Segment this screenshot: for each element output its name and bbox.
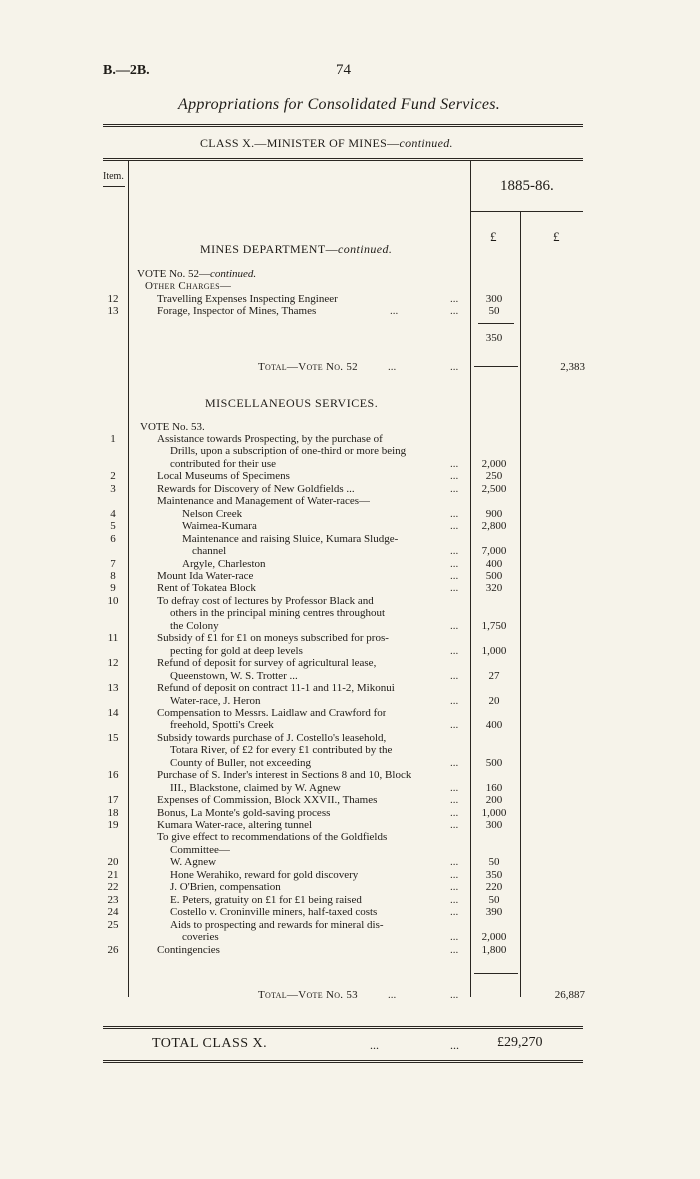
item-description: Waimea-Kumara xyxy=(182,520,257,533)
item-number: 13 xyxy=(107,305,119,317)
vote-53-total-row xyxy=(0,989,700,1001)
item-description: Maintenance and Management of Water-races— xyxy=(157,495,371,508)
item-amount: 2,000 xyxy=(481,931,507,943)
leader-dots: ... xyxy=(450,582,459,595)
item-number: 24 xyxy=(107,906,119,919)
miscellaneous-services-heading: MISCELLANEOUS SERVICES. xyxy=(205,396,379,410)
table-row xyxy=(0,744,700,756)
item-description: Refund of deposit on contract 11-1 and 11-2, Mikonui xyxy=(157,682,395,694)
leader-dots: ... xyxy=(450,482,459,495)
item-description: Compensation to Messrs. Laidlaw and Crawford for xyxy=(157,706,387,719)
item-number: 13 xyxy=(107,682,119,694)
grand-total-rule-top xyxy=(103,1026,583,1027)
table-row xyxy=(0,944,700,956)
mines-heading-text: MINES DEPARTMENT— xyxy=(200,242,338,256)
item-amount: 1,800 xyxy=(481,943,507,956)
item-number: 6 xyxy=(110,532,116,545)
item-description: Nelson Creek xyxy=(182,507,243,520)
table-row xyxy=(0,595,700,607)
leader-dots: ... xyxy=(450,694,459,707)
item-description: Purchase of S. Inder's interest in Sections 8 and 10, Block xyxy=(157,769,412,782)
item-number: 10 xyxy=(107,594,119,607)
vote-53-total-rule xyxy=(474,973,518,974)
leader-dots: ... xyxy=(450,361,459,373)
item-number: 15 xyxy=(107,731,119,744)
item-number: 11 xyxy=(107,632,119,645)
item-description: III., Blackstone, claimed by W. Agnew xyxy=(170,781,341,794)
table-row xyxy=(0,732,700,744)
grand-total-rule-bottom-2 xyxy=(103,1062,583,1063)
class-heading-cont: continued. xyxy=(399,136,453,150)
subtotal-rule xyxy=(478,323,514,324)
grand-total-label: TOTAL CLASS X. xyxy=(152,1036,268,1051)
document-reference: B.—2B. xyxy=(103,63,150,78)
item-description: County of Buller, not exceeding xyxy=(170,756,312,769)
table-row xyxy=(0,293,700,305)
item-amount: 20 xyxy=(488,694,500,707)
item-amount: 1,000 xyxy=(481,806,507,819)
item-description: Subsidy of £1 for £1 on moneys subscribed for pros- xyxy=(157,632,389,645)
table-row xyxy=(0,607,700,619)
table-row xyxy=(0,707,700,719)
item-description: contributed for their use xyxy=(170,457,276,470)
table-row xyxy=(0,794,700,806)
item-amount: 50 xyxy=(488,856,500,869)
item-column-header: Item. xyxy=(103,171,124,182)
item-amount: 320 xyxy=(485,582,503,595)
item-number: 3 xyxy=(110,482,116,495)
item-description: J. O'Brien, compensation xyxy=(170,881,281,894)
item-description: Water-race, J. Heron xyxy=(170,694,261,707)
item-header-underline xyxy=(103,186,125,187)
item-description: Argyle, Charleston xyxy=(182,557,266,570)
vote-52-total-label: Total—Vote No. 52 xyxy=(258,361,358,373)
table-row xyxy=(0,807,700,819)
table-row xyxy=(0,458,700,470)
leader-dots: ... xyxy=(450,819,459,831)
item-number: 22 xyxy=(107,881,119,894)
item-number: 23 xyxy=(107,893,119,906)
item-amount: 900 xyxy=(485,507,503,520)
table-row xyxy=(0,719,700,731)
header-rule-bottom-2 xyxy=(103,160,583,161)
leader-dots: ... xyxy=(450,293,459,305)
table-row xyxy=(0,657,700,669)
leader-dots: ... xyxy=(450,457,459,470)
item-number: 12 xyxy=(107,657,119,670)
item-description: Hone Werahiko, reward for gold discovery xyxy=(170,868,359,881)
leader-dots: ... xyxy=(450,881,459,894)
table-row xyxy=(0,645,700,657)
leader-dots: ... xyxy=(450,756,459,769)
table-row xyxy=(0,782,700,794)
table-row xyxy=(0,831,700,843)
item-number: 20 xyxy=(107,856,119,869)
item-amount: 300 xyxy=(485,293,503,305)
item-description: E. Peters, gratuity on £1 for £1 being raised xyxy=(170,893,362,906)
leader-dots: ... xyxy=(450,719,459,732)
table-row xyxy=(0,819,700,831)
table-row xyxy=(0,881,700,893)
other-charges-label: Other Charges— xyxy=(145,280,232,292)
leader-dots: ... xyxy=(450,669,459,682)
item-number: 2 xyxy=(110,470,116,483)
vote-52-total: 2,383 xyxy=(560,361,585,373)
leader-dots: ... xyxy=(450,305,459,317)
table-row xyxy=(0,670,700,682)
item-description: Aids to prospecting and rewards for mineral dis- xyxy=(170,918,384,931)
header-rule-top xyxy=(103,124,583,125)
class-heading-text: CLASS X.—MINISTER OF MINES— xyxy=(200,136,400,150)
item-description: To defray cost of lectures by Professor Black and xyxy=(157,594,374,607)
vote-52-text: VOTE No. 52— xyxy=(137,268,211,280)
item-number: 17 xyxy=(107,794,119,806)
vote-53-total: 26,887 xyxy=(554,989,585,1001)
leader-dots: ... xyxy=(450,806,459,819)
item-amount: 400 xyxy=(485,719,503,732)
item-description: Rent of Tokatea Block xyxy=(157,582,256,595)
item-description: To give effect to recommendations of the Goldfields xyxy=(157,831,388,844)
vote-52-cont: continued. xyxy=(210,268,257,280)
vote-52-total-row xyxy=(0,361,700,373)
item-number: 18 xyxy=(107,806,119,819)
item-description: freehold, Spotti's Creek xyxy=(170,719,274,732)
item-description: Queenstown, W. S. Trotter ... xyxy=(170,669,298,682)
item-description: Maintenance and raising Sluice, Kumara Sludge- xyxy=(182,532,399,545)
item-number: 1 xyxy=(110,433,116,445)
table-row xyxy=(0,906,700,918)
leader-dots: ... xyxy=(450,619,459,632)
item-description: Bonus, La Monte's gold-saving process xyxy=(157,806,331,819)
item-description: Forage, Inspector of Mines, Thames xyxy=(157,305,317,317)
leader-dots: ... xyxy=(450,893,459,906)
table-row xyxy=(0,508,700,520)
currency-label-total: £ xyxy=(553,229,560,244)
header-rule-top-2 xyxy=(103,126,583,127)
leader-dots: ... xyxy=(390,305,399,317)
item-amount: 1,750 xyxy=(481,619,507,632)
leader-dots: ... xyxy=(450,989,459,1001)
item-amount: 2,000 xyxy=(481,457,507,470)
table-row xyxy=(0,844,700,856)
leader-dots: ... xyxy=(450,557,459,570)
table-row xyxy=(0,620,700,632)
class-heading xyxy=(200,136,453,151)
item-number: 14 xyxy=(107,706,119,719)
item-amount: 250 xyxy=(485,470,503,483)
item-description: Kumara Water-race, altering tunnel xyxy=(157,819,313,831)
item-description: pecting for gold at deep levels xyxy=(170,644,303,657)
vote-52-subtotal-row xyxy=(0,332,700,344)
table-row xyxy=(0,545,700,557)
item-description: channel xyxy=(192,545,227,557)
table-row xyxy=(0,682,700,694)
table-row xyxy=(0,769,700,781)
table-row xyxy=(0,520,700,532)
item-description: coveries xyxy=(182,931,219,943)
leader-dots: ... xyxy=(388,361,397,373)
item-number: 16 xyxy=(107,769,119,782)
leader-dots: ... xyxy=(450,644,459,657)
item-number: 8 xyxy=(110,570,116,582)
item-number: 12 xyxy=(107,293,119,305)
item-number: 26 xyxy=(107,943,119,956)
grand-total-rule-bottom xyxy=(103,1060,583,1061)
item-description: Costello v. Croninville miners, half-taxed costs xyxy=(170,906,378,919)
item-description: Travelling Expenses Inspecting Engineer xyxy=(157,293,338,305)
grand-total-dots-2: ... xyxy=(450,1038,459,1052)
vote-52-heading xyxy=(137,268,256,280)
mines-department-heading xyxy=(200,242,392,257)
item-amount: 400 xyxy=(485,557,503,570)
item-description: Drills, upon a subscription of one-third or more being xyxy=(170,445,407,458)
grand-total-rule-top-2 xyxy=(103,1028,583,1029)
table-row xyxy=(0,757,700,769)
item-amount: 27 xyxy=(488,669,500,682)
item-amount: 350 xyxy=(485,868,503,881)
item-amount: 2,500 xyxy=(481,482,507,495)
leader-dots: ... xyxy=(450,931,459,943)
table-row xyxy=(0,869,700,881)
item-description: Rewards for Discovery of New Goldfields ... xyxy=(157,482,355,495)
table-row xyxy=(0,533,700,545)
item-amount: 50 xyxy=(488,893,500,906)
page-number: 74 xyxy=(336,62,351,78)
leader-dots: ... xyxy=(450,520,459,533)
item-amount: 220 xyxy=(485,881,503,894)
leader-dots: ... xyxy=(450,570,459,582)
table-row xyxy=(0,894,700,906)
table-row xyxy=(0,856,700,868)
item-number: 19 xyxy=(107,819,119,831)
page-title: Appropriations for Consolidated Fund Services. xyxy=(178,96,501,113)
header-rule-bottom xyxy=(103,158,583,159)
leader-dots: ... xyxy=(450,507,459,520)
item-amount: 500 xyxy=(485,756,503,769)
table-row xyxy=(0,558,700,570)
item-description: Committee— xyxy=(170,843,230,856)
leader-dots: ... xyxy=(450,470,459,483)
item-description: Totara River, of £2 for every £1 contributed by the xyxy=(170,744,393,757)
item-description: W. Agnew xyxy=(170,856,217,869)
leader-dots: ... xyxy=(450,545,459,557)
item-amount: 300 xyxy=(485,819,503,831)
item-amount: 500 xyxy=(485,570,503,582)
item-description: Local Museums of Specimens xyxy=(157,470,290,483)
table-row xyxy=(0,305,700,317)
table-row xyxy=(0,632,700,644)
currency-label-amount: £ xyxy=(490,229,497,244)
item-number: 25 xyxy=(107,918,119,931)
grand-total-value: £29,270 xyxy=(497,1035,543,1050)
year-header-underline xyxy=(470,211,583,212)
table-row xyxy=(0,483,700,495)
item-number: 7 xyxy=(110,557,116,570)
leader-dots: ... xyxy=(450,943,459,956)
item-number: 5 xyxy=(110,520,116,533)
item-amount: 50 xyxy=(488,305,500,317)
item-number: 21 xyxy=(107,868,119,881)
item-amount: 200 xyxy=(485,794,503,806)
vote-53-total-label: Total—Vote No. 53 xyxy=(258,989,358,1001)
leader-dots: ... xyxy=(450,906,459,919)
table-row xyxy=(0,931,700,943)
leader-dots: ... xyxy=(450,781,459,794)
item-description: others in the principal mining centres throughout xyxy=(170,607,386,620)
item-description: Mount Ida Water-race xyxy=(157,570,254,582)
table-row xyxy=(0,495,700,507)
leader-dots: ... xyxy=(450,794,459,806)
item-amount: 160 xyxy=(485,781,503,794)
item-number: 9 xyxy=(110,582,116,595)
grand-total-dots: ... xyxy=(370,1038,379,1052)
table-row xyxy=(0,445,700,457)
item-description: Assistance towards Prospecting, by the purchase of xyxy=(157,433,383,445)
item-description: Subsidy towards purchase of J. Costello's leasehold, xyxy=(157,731,387,744)
vote-52-subtotal: 350 xyxy=(485,332,503,344)
table-row xyxy=(0,433,700,445)
item-description: the Colony xyxy=(170,619,219,632)
table-row xyxy=(0,695,700,707)
item-amount: 2,800 xyxy=(481,520,507,533)
leader-dots: ... xyxy=(450,868,459,881)
table-row xyxy=(0,570,700,582)
leader-dots: ... xyxy=(450,856,459,869)
item-description: Expenses of Commission, Block XXVII., Thames xyxy=(157,794,378,806)
leader-dots: ... xyxy=(388,989,397,1001)
year-column-header: 1885-86. xyxy=(500,178,554,194)
mines-heading-cont: continued. xyxy=(337,242,393,256)
item-description: Contingencies xyxy=(157,943,220,956)
vote-53-heading: VOTE No. 53. xyxy=(140,421,205,433)
item-amount: 390 xyxy=(485,906,503,919)
table-row xyxy=(0,582,700,594)
item-description: Refund of deposit for survey of agricultural lease, xyxy=(157,657,377,670)
item-amount: 7,000 xyxy=(481,545,507,557)
table-row xyxy=(0,470,700,482)
item-amount: 1,000 xyxy=(481,644,507,657)
table-row xyxy=(0,919,700,931)
item-number: 4 xyxy=(110,507,116,520)
